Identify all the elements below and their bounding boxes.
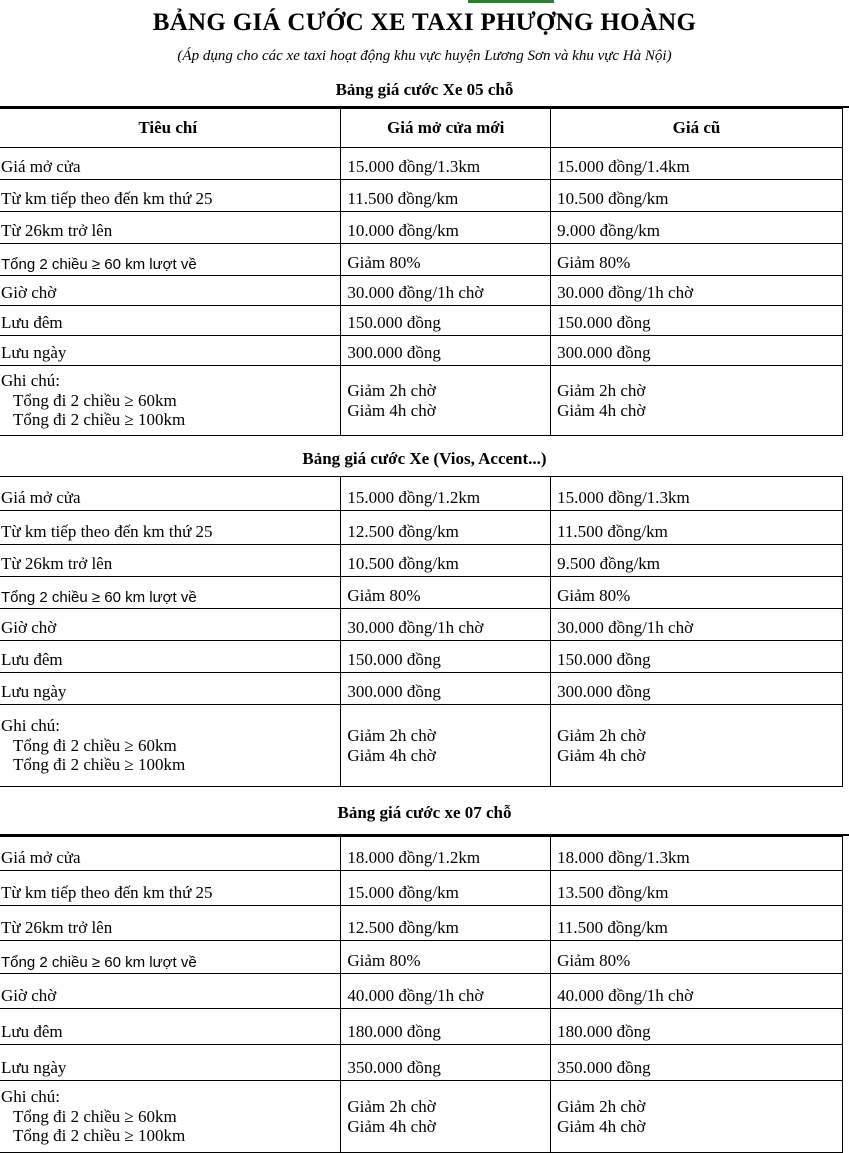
old-price-cell: 150.000 đồng <box>551 641 843 673</box>
section-heading-5-seat: Bảng giá cước Xe 05 chỗ <box>335 80 514 99</box>
note-line: Tổng đi 2 chiều ≥ 60km <box>13 1106 177 1126</box>
new-price-cell: 300.000 đồng <box>341 336 551 366</box>
note-criteria-cell <box>0 705 341 787</box>
fare-table-5-seat <box>0 108 843 436</box>
note-value: Giảm 4h chờ <box>557 400 646 420</box>
criteria-cell: Lưu ngày <box>0 673 341 705</box>
page-subtitle: (Áp dụng cho các xe taxi hoạt động khu vực huyện Lương Sơn và khu vực Hà Nội) <box>177 48 672 64</box>
criteria-cell: Lưu ngày <box>0 1045 341 1081</box>
note-line: Tổng đi 2 chiều ≥ 60km <box>13 390 177 410</box>
note-value: Giảm 2h chờ <box>347 725 436 745</box>
note-line: Tổng đi 2 chiều ≥ 60km <box>13 735 177 755</box>
old-price-cell: 11.500 đồng/km <box>551 906 843 941</box>
table-header-row <box>0 109 843 148</box>
new-price-cell: 150.000 đồng <box>341 641 551 673</box>
old-price-cell: 30.000 đồng/1h chờ <box>551 276 843 306</box>
criteria-cell: Tổng 2 chiều ≥ 60 km lượt về <box>0 941 341 974</box>
table-row <box>0 244 843 276</box>
section-heading-7-seat: Bảng giá cước xe 07 chỗ <box>337 803 512 822</box>
new-price-cell: 12.500 đồng/km <box>341 511 551 545</box>
new-price-cell: 11.500 đồng/km <box>341 180 551 212</box>
old-price-cell: Giảm 80% <box>551 941 843 974</box>
page-title: BẢNG GIÁ CƯỚC XE TAXI PHƯỢNG HOÀNG <box>152 9 697 36</box>
old-price-cell: 150.000 đồng <box>551 306 843 336</box>
table-row <box>0 941 843 974</box>
criteria-cell: Giá mở cửa <box>0 837 341 871</box>
table-row <box>0 673 843 705</box>
note-label: Ghi chú: <box>1 371 61 391</box>
old-price-cell: 300.000 đồng <box>551 336 843 366</box>
new-price-cell: 150.000 đồng <box>341 306 551 336</box>
note-value: Giảm 4h chờ <box>347 745 436 765</box>
note-criteria-cell <box>0 366 341 436</box>
note-new-cell <box>341 705 551 787</box>
old-price-cell: 350.000 đồng <box>551 1045 843 1081</box>
new-price-cell: 15.000 đồng/km <box>341 871 551 906</box>
old-price-cell: 180.000 đồng <box>551 1009 843 1045</box>
new-price-cell: 180.000 đồng <box>341 1009 551 1045</box>
table-row <box>0 1045 843 1081</box>
column-header-criteria: Tiêu chí <box>0 109 341 148</box>
note-value: Giảm 4h chờ <box>557 745 646 765</box>
new-price-cell: 10.500 đồng/km <box>341 545 551 577</box>
table-row <box>0 180 843 212</box>
criteria-cell: Từ 26km trở lên <box>0 212 341 244</box>
note-new-cell <box>341 1081 551 1153</box>
criteria-cell: Giờ chờ <box>0 609 341 641</box>
note-criteria-cell <box>0 1081 341 1153</box>
new-price-cell: 300.000 đồng <box>341 673 551 705</box>
note-row <box>0 705 843 787</box>
table-row <box>0 148 843 180</box>
table-row <box>0 906 843 941</box>
note-value: Giảm 2h chờ <box>557 380 646 400</box>
old-price-cell: Giảm 80% <box>551 577 843 609</box>
fare-table-sedan <box>0 476 843 787</box>
note-value: Giảm 4h chờ <box>557 1116 646 1136</box>
column-header-new-price: Giá mở cửa mới <box>341 109 551 148</box>
section-heading-sedan: Bảng giá cước Xe (Vios, Accent...) <box>302 449 547 468</box>
old-price-cell: 10.500 đồng/km <box>551 180 843 212</box>
table-row <box>0 1009 843 1045</box>
criteria-cell: Giá mở cửa <box>0 477 341 511</box>
new-price-cell: Giảm 80% <box>341 941 551 974</box>
new-price-cell: 12.500 đồng/km <box>341 906 551 941</box>
table-row <box>0 641 843 673</box>
old-price-cell: Giảm 80% <box>551 244 843 276</box>
old-price-cell: 30.000 đồng/1h chờ <box>551 609 843 641</box>
new-price-cell: 15.000 đồng/1.3km <box>341 148 551 180</box>
criteria-cell: Từ 26km trở lên <box>0 545 341 577</box>
table-row <box>0 545 843 577</box>
criteria-cell: Giá mở cửa <box>0 148 341 180</box>
table-row <box>0 974 843 1009</box>
criteria-cell: Tổng 2 chiều ≥ 60 km lượt về <box>0 577 341 609</box>
new-price-cell: 350.000 đồng <box>341 1045 551 1081</box>
note-value: Giảm 2h chờ <box>557 1096 646 1116</box>
new-price-cell: Giảm 80% <box>341 244 551 276</box>
old-price-cell: 15.000 đồng/1.4km <box>551 148 843 180</box>
fare-table-7-seat <box>0 836 843 1153</box>
criteria-cell: Giờ chờ <box>0 276 341 306</box>
new-price-cell: 30.000 đồng/1h chờ <box>341 609 551 641</box>
table-row <box>0 871 843 906</box>
old-price-cell: 9.500 đồng/km <box>551 545 843 577</box>
table-row <box>0 511 843 545</box>
note-value: Giảm 2h chờ <box>557 725 646 745</box>
old-price-cell: 11.500 đồng/km <box>551 511 843 545</box>
table-row <box>0 276 843 306</box>
criteria-cell: Lưu đêm <box>0 641 341 673</box>
old-price-cell: 13.500 đồng/km <box>551 871 843 906</box>
criteria-cell: Giờ chờ <box>0 974 341 1009</box>
note-line: Tổng đi 2 chiều ≥ 100km <box>13 410 186 430</box>
criteria-cell: Từ km tiếp theo đến km thứ 25 <box>0 871 341 906</box>
table-row <box>0 837 843 871</box>
accent-bar <box>468 0 554 3</box>
old-price-cell: 9.000 đồng/km <box>551 212 843 244</box>
note-value: Giảm 4h chờ <box>347 400 436 420</box>
note-old-cell <box>551 1081 843 1153</box>
criteria-cell: Lưu đêm <box>0 1009 341 1045</box>
criteria-cell: Từ 26km trở lên <box>0 906 341 941</box>
column-header-old-price: Giá cũ <box>551 109 843 148</box>
new-price-cell: 18.000 đồng/1.2km <box>341 837 551 871</box>
table-row <box>0 306 843 336</box>
criteria-cell: Tổng 2 chiều ≥ 60 km lượt về <box>0 244 341 276</box>
note-label: Ghi chú: <box>1 716 61 736</box>
table-row <box>0 212 843 244</box>
note-row <box>0 366 843 436</box>
new-price-cell: 30.000 đồng/1h chờ <box>341 276 551 306</box>
note-line: Tổng đi 2 chiều ≥ 100km <box>13 1126 186 1146</box>
table-row <box>0 477 843 511</box>
criteria-cell: Lưu ngày <box>0 336 341 366</box>
table-row <box>0 609 843 641</box>
note-old-cell <box>551 366 843 436</box>
table-row <box>0 336 843 366</box>
note-new-cell <box>341 366 551 436</box>
new-price-cell: 15.000 đồng/1.2km <box>341 477 551 511</box>
new-price-cell: Giảm 80% <box>341 577 551 609</box>
criteria-cell: Từ km tiếp theo đến km thứ 25 <box>0 180 341 212</box>
new-price-cell: 10.000 đồng/km <box>341 212 551 244</box>
note-value: Giảm 4h chờ <box>347 1116 436 1136</box>
table-row <box>0 577 843 609</box>
criteria-cell: Lưu đêm <box>0 306 341 336</box>
old-price-cell: 300.000 đồng <box>551 673 843 705</box>
note-row <box>0 1081 843 1153</box>
note-label: Ghi chú: <box>1 1087 61 1107</box>
old-price-cell: 15.000 đồng/1.3km <box>551 477 843 511</box>
old-price-cell: 18.000 đồng/1.3km <box>551 837 843 871</box>
note-line: Tổng đi 2 chiều ≥ 100km <box>13 755 186 775</box>
note-value: Giảm 2h chờ <box>347 1096 436 1116</box>
old-price-cell: 40.000 đồng/1h chờ <box>551 974 843 1009</box>
note-old-cell <box>551 705 843 787</box>
note-value: Giảm 2h chờ <box>347 380 436 400</box>
criteria-cell: Từ km tiếp theo đến km thứ 25 <box>0 511 341 545</box>
new-price-cell: 40.000 đồng/1h chờ <box>341 974 551 1009</box>
